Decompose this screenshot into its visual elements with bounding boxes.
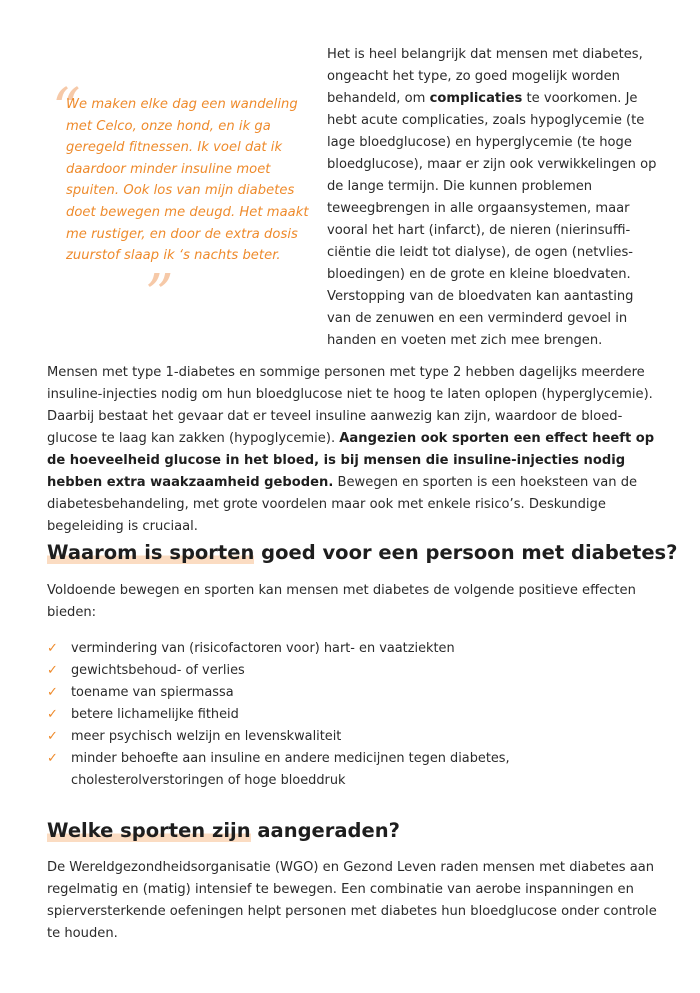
complications-keyword: complicaties bbox=[429, 91, 523, 106]
list-item bbox=[47, 748, 657, 792]
checkmark-icon: ✓ bbox=[47, 685, 58, 700]
insulin-paragraph bbox=[47, 362, 657, 538]
list-item-text: vermindering van (risicofactoren voor) hart- en vaatziekten bbox=[71, 641, 455, 656]
heading-highlight: Waarom is sporten bbox=[47, 541, 255, 564]
recommendation-paragraph: De Wereldgezondheidsorganisatie (WGO) en Gezond Leven raden mensen met diabetes aan regelmatig en (matig) intensief te bewegen. Een combinatie van aerobe inspanningen en spierversterkende oefeningen helpt personen met diabetes hun bloedglucose onder controle te houden. bbox=[47, 860, 657, 941]
pull-quote bbox=[52, 77, 314, 328]
checkmark-icon: ✓ bbox=[47, 729, 58, 744]
list-item bbox=[47, 704, 657, 726]
section-heading-which-sports bbox=[47, 818, 400, 844]
list-item bbox=[47, 660, 657, 682]
list-item-text: betere lichamelijke fitheid bbox=[71, 707, 239, 722]
list-item bbox=[47, 682, 657, 704]
checkmark-icon: ✓ bbox=[47, 663, 58, 678]
checkmark-icon: ✓ bbox=[47, 707, 58, 722]
quote-text: We maken elke dag een wandeling met Celco, onze hond, en ik ga geregeld fitnessen. Ik voel dat ik daardoor minder insuline moet spuiten. Ook los van mijn diabetes doet bewegen me deugd. Het maakt me rustiger, en door de extra dosis zuurstof slaap ik ‘s nachts beter. bbox=[66, 97, 309, 264]
close-quote-icon: ” bbox=[145, 263, 174, 328]
insulin-text-start: Mensen met type 1-diabetes en sommige personen met type 2 hebben dagelijks meerdere insuline-injecties nodig om hun bloedglucose niet te hoog te laten oplopen (hyperglycemie). Daarbij bestaat het gevaar dat er teveel insuline aanwezig kan zijn, waardoor de bloedglucose te laag kan zakken (hypoglycemie). bbox=[47, 365, 653, 446]
insulin-text-end: Bewegen en sporten is een hoeksteen van de diabetesbehandeling, met grote voordelen maar ook met enkele risico’s. Deskundige begeleiding is cruciaal. bbox=[47, 475, 638, 534]
complications-text-start: Het is heel belangrijk dat mensen met diabetes, ongeacht het type, zo goed mogelijk worden behandeld, om bbox=[327, 47, 643, 106]
benefits-intro: Voldoende bewegen en sporten kan mensen met diabetes de volgende positieve effecten bieden: bbox=[47, 583, 636, 620]
list-item bbox=[47, 726, 657, 748]
insulin-warning: Aangezien ook sporten een effect heeft op de hoeveelheid glucose in het bloed, is bij mensen die insuline-injecties nodig hebben extra waakzaamheid geboden. bbox=[47, 431, 655, 490]
list-item-text: meer psychisch welzijn en levenskwaliteit bbox=[71, 729, 342, 744]
list-item-text: toename van spiermassa bbox=[71, 685, 234, 700]
checkmark-icon: ✓ bbox=[47, 751, 58, 766]
section-heading-why-sport bbox=[47, 540, 677, 566]
heading-highlight: Welke sporten zijn bbox=[47, 819, 251, 842]
checkmark-icon: ✓ bbox=[47, 641, 58, 656]
complications-paragraph bbox=[327, 44, 657, 352]
heading-rest: goed voor een persoon met diabetes? bbox=[254, 541, 678, 564]
list-item-text: gewichtsbehoud- of verlies bbox=[71, 663, 245, 678]
open-quote-icon: “ bbox=[52, 77, 81, 142]
heading-rest: aangeraden? bbox=[250, 819, 400, 842]
list-item-text: minder behoefte aan insuline en andere medicijnen tegen diabetes, cholesterolverstoringen of hoge bloeddruk bbox=[71, 751, 510, 788]
list-item bbox=[47, 638, 657, 660]
benefits-list bbox=[47, 638, 657, 792]
complications-text-end: te voorkomen. Je hebt acute complicaties, zoals hypoglycemie (te lage bloedglucose) en hyperglycemie (te hoge bloedglucose), maar er zijn ook verwikkelingen op de lange termijn. Die kunnen problemen teweegbrengen in alle orgaansystemen, maar vooral het hart (infarct), de nieren (nierinsufficiëntie die leidt tot dialyse), de ogen (netvliesbloedingen) en de grote en kleine bloedvaten. Verstopping van de bloedvaten kan aantasting van de zenuwen en een verminderd gevoel in handen en voeten met zich mee brengen. bbox=[327, 91, 657, 348]
